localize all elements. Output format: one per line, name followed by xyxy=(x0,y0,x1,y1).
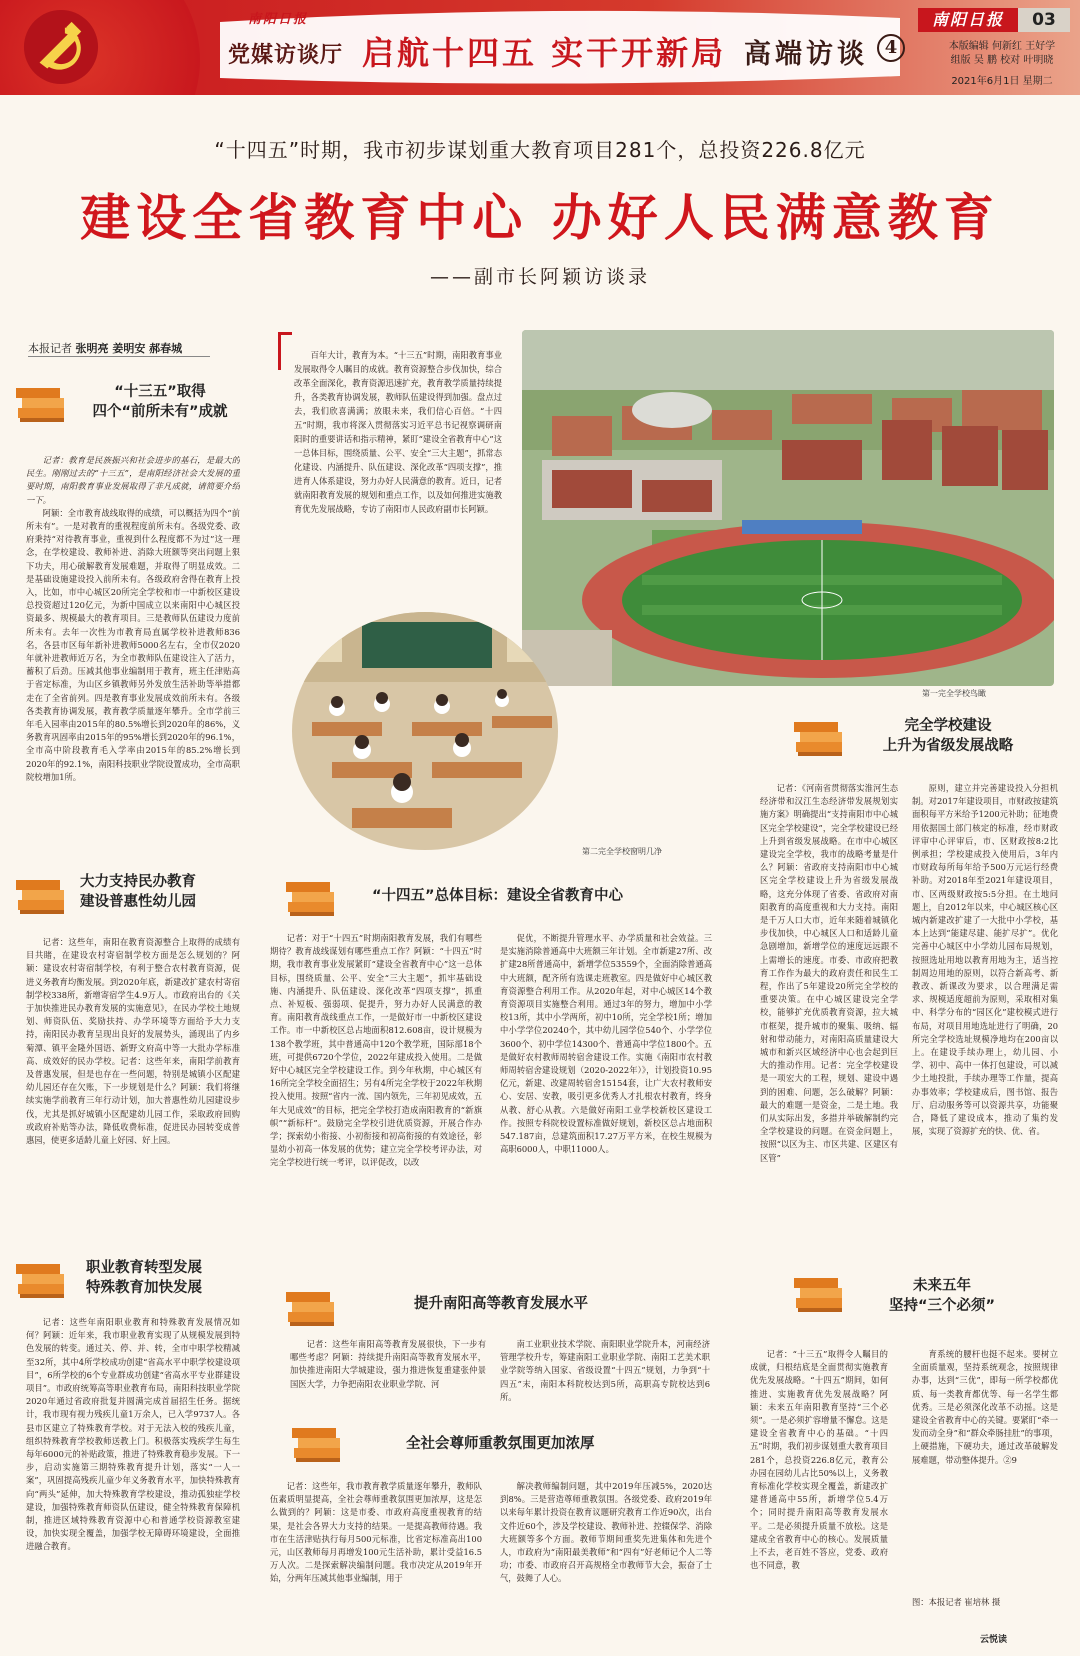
books-icon xyxy=(792,1268,846,1314)
page-number: 03 xyxy=(1018,8,1070,32)
headline: 建设全省教育中心 办好人民满意教育 xyxy=(80,188,1000,247)
section-text: 记者：《河南省贯彻落实淮河生态经济带和汉江生态经济带发展规划实施方案》明确提出“支持南阳市中心城区完全学校建设”，完全学校建设已经上升到省级发展战略。在市中心城区建设完全学校，我市的战略考量是什么？阿颖：省政府支持南阳市中心城区完全学校建设上升为省级发展战略，这充分体现了省委、省政府对南阳教育的高度重视和大力支持。南阳是千万人口大市，近年来随着城镇化步伐加快，中心城区人口和适龄儿童急剧增加，新增学位的速度远远跟不上需增长的速度。市委、市政府把教育工作作为最大的政府责任和民生工程，作出了5年建设20所完全学校的重要决策。在中心城区建设完全学校，能够扩充优质教育资源，拉大城市框架，提升城市的聚集、吸纳、辐射和带动能力，对南阳高质量建设大城市和新兴区域经济中心也会起到巨大的推动作用。记者：完全学校建设是一项宏大的工程，规划、建设中遇到的困难、问题，怎么破解？阿颖：最大的难题一是资金，二是土地。我们从实际出发，多措并举破解制约完全学校建设的问题。在资金问题上，按照“以区为主、市区共建、区建区有区管” xyxy=(760,783,898,1163)
series-title: 高端访谈 xyxy=(744,39,868,70)
books-icon xyxy=(284,1282,338,1328)
section-body-6a xyxy=(290,1338,486,1404)
section-text: 记者：这些年南阳职业教育和特殊教育发展情况如何？阿颖：近年来，我市职业教育实现了从规模发展到特色发展的转变。通过关、停、并、转，全市中职学校精减至32所，其中4所学校成功创建“省高水平中职学校建设项目”，6所学校的6个专业群成功创建“省高水平专业群建设项目”。市政府统筹高等职业教育布局，南阳科技职业学院2020年通过省政府批复并圆满完成首届招生任务。据统计，我市现有视力残疾儿童1万余人，已入学9737人。各县市区建立了特殊教育学校。对于无法入校的残疾儿童，组织特殊教育学校教师送教上门。积极落实残疾学生每生每年6000元的补贴政策，推进了特殊教育稳步发展。下一步，启动实施第三期特殊教育提升计划，落实“一人一案”，巩固提高残疾儿童少年义务教育水平，加快特殊教育向“两头”延伸，加大特殊教育学校建设，推动孤独症学校建设，加强特殊教育师资队伍建设，健全特殊教育保障机制，推进区域特殊教育资源中心和普通学校资源教室建设，加快实现全覆盖，加强学校无障碍环境建设，全面推进融合教育。 xyxy=(26,1317,240,1552)
section-text: 记者：这些年，我市教育教学质量逐年攀升，教师队伍素质明显提高，全社会尊师重教氛围更加浓厚，这是怎么做到的？阿颖：这是市委、市政府高度重视教育的结果，是社会各界大力支持的结果。一是提高教师待遇。我市在生活津贴执行每月500元标准，比省定标准高出100元，山区教师每月再增发100元生活补助，累计受益16.5万人次。二是探索解决编制问题。我市决定从2019年开始，分两年压减其他事业编制，用于 xyxy=(270,1481,482,1584)
books-icon xyxy=(14,870,68,916)
credits-line: 组版 吴 鹏 校对 叶明晓 xyxy=(950,55,1054,66)
section-body-2 xyxy=(26,936,240,1234)
section-title-3: 职业教育转型发展 特殊教育加快发展 xyxy=(86,1260,202,1296)
section-body-7b xyxy=(500,1480,712,1646)
section-title-2: 大力支持民办教育 建设普惠性幼儿园 xyxy=(80,874,196,910)
section-title-4: “十四五”总体目标：建设全省教育中心 xyxy=(372,888,624,904)
section-body-8b xyxy=(912,1348,1058,1596)
photo1-caption: 第一完全学校鸟瞰 xyxy=(922,689,986,698)
question-text: 记者：教育是民族振兴和社会进步的基石，是最大的民生。刚刚过去的“十三五”，是南阳经济社会大发展的重要时期，南阳教育事业发展取得了非凡成就，请简要介绍一下。 xyxy=(26,455,240,505)
books-icon xyxy=(14,1254,68,1300)
section-title-8: 未来五年 坚持“三个必须” xyxy=(888,1278,996,1314)
byline-names: 张明亮 姜明安 郝春城 xyxy=(75,342,183,355)
editor-credits xyxy=(928,40,1076,68)
section-body-4b xyxy=(500,932,712,1268)
answer-text: 阿颖：全市教育战线取得的成绩，可以概括为四个“前所未有”。一是对教育的重视程度前所未有。各级党委、政府秉持“对待教育事业，重视到什么程度都不为过”这一理念，在学校建设、教师补进、消除大班额等突出问题上狠下功夫，用心破解教育发展难题，并取得了明显成效。二是基础设施建设投入前所未有。各级政府舍得在教育上投入，比如，市中心城区20所完全学校和市一中新校区建设总投资超过120亿元，为新中国成立以来南阳中心城区投资最多、规模最大的教育项目。三是教师队伍建设力度前所未有。去年一次性为市教育局直属学校补进教师836名，各县市区每年新补进教师5000名左右，全市仅2020年就补进教师近万名，为全市教师队伍建设注入了活力，蓄积了后劲。压减其他事业编制用于教育，班主任津贴高于省定标准，为山区乡镇教师另外发放生活补助等举措都走在了全省前列。四是教育事业发展成效前所未有。各级各类教育协调发展，教育教学质量逐年攀升。全市学前三年毛入园率由2015年的80.5%增长到2020年的86%，义务教育巩固率由2015年的95%增长到2020年的96.1%，全市高中阶段教育毛入学率由2015年的85.2%增长到2020年的92.1%，南阳科技职业学院设置成功，全市高职院校增加1所。 xyxy=(26,507,240,782)
byline xyxy=(28,340,182,356)
classroom-photo xyxy=(292,612,558,850)
section-body-5a xyxy=(760,782,898,1280)
section-title-7: 全社会尊师重教氛围更加浓厚 xyxy=(406,1436,595,1452)
section-text: 原则，建立并完善建设投入分担机制。对2017年建设项目，市财政按建筑面积每平方米给予1200元补助；征地费用依据国土部门核定的标准，经市财政评审中心评审后，市、区财政按8:2比例承担；学校建成投入使用后，3年内市财政每所每年给予500万元运行经费补助。对2018年至2021年建设项目，市、区两级财政按5:5分担。在土地问题上，自2012年以来，中心城区核心区城内新建改扩建了一大批中小学校，基本上达到“能建尽建、能扩尽扩”。优化完善中心城区中小学幼儿园布局规划，按照选址用地以教育用地为主，适当控制周边用地的原则，以符合新高考、新教改、新课改为要求，以合理满足需求、规模适度超前为原则，采取相对集中、科学分布的“园区化”建校模式进行布局，对项目用地选址进行了明确，20所完全学校选址规模净地均在200亩以上。在建设手续办理上，幼儿园、小学、初中、高中一体打包建设，可以减少土地投批，手续办理等工作量，提高办事效率；学校建成后，图书馆、报告厅、启动服务等可以资源共享，功能聚合，降低了建设成本，推动了集约发展，实现了资源扩充的快、优、省。 xyxy=(912,783,1058,1137)
paper-name: 南阳日报 xyxy=(248,12,309,27)
section-body-3 xyxy=(26,1316,240,1642)
campaign-title: 启航十四五 实干开新局 xyxy=(362,34,727,72)
subheadline: ——副市长阿颖访谈录 xyxy=(429,266,650,288)
lead-corner-mark xyxy=(278,332,292,370)
divider xyxy=(28,356,210,357)
photo2-caption: 第二完全学校窗明几净 xyxy=(582,847,662,856)
section-text: 育系统的腰杆也挺不起来。要树立全面质量观，坚持系统观念，按照规律办事，达到“三优”，即每一所学校都优质、每一类教育都优等、每一名学生都优秀。三是必须深化改革不动摇。这是建设全省教育中心的关键。要紧盯“牵一发而动全身”和“群众牵肠挂肚”的事项，上硬措施，下硬功夫，通过改革破解发展难题，带动整体提升。②9 xyxy=(912,1349,1058,1465)
kicker: “十四五”时期，我市初步谋划重大教育项目281个，总投资226.8亿元 xyxy=(214,138,866,162)
section-text: 记者：“十三五”取得令人瞩目的成就，归根结底是全面贯彻实施教育优先发展战略。“十四五”期间，如何推进、实施教育优先发展战略？阿颖：未来五年南阳教育坚持“三个必须”。一是必须扩容增量不懈怠。这是建设全省教育中心的基础。“十四五”时期，我们初步谋划重大教育项目281个，总投资226.8亿元，教育公办园在园幼儿占比50%以上，义务教育标准化学校实现全覆盖，新建改扩建普通高中55所，新增学位5.4万个；同时提升南阳高等教育发展水平。二是必须提升质量不放松。这是建成全省教育中心的核心。发展质量上不去，老百姓不答应，党委、政府也不同意，教 xyxy=(750,1349,888,1571)
section-text: 记者：对于“十四五”时期南阳教育发展，我们有哪些期待？教育战线谋划有哪些重点工作？阿颖：“十四五”时期，我市教育事业发展紧盯“建设全省教育中心”这一总体目标，围绕质量、公平、安全“三大主题”，抓牢基础设施、内涵提升、队伍建设、深化改革“四项支撑”，抓重点、补短板、强弱项、促提升，努力办好人民满意的教育。南阳教育战线重点工作，一是做好市一中新校区建设工作。市一中新校区总占地面积812.608亩，设计规模为138个教学班，其中普通高中120个教学班，国际部18个班，可提供6720个学位，2022年建成投入使用。二是做好中心城区完全学校建设工作。到今年秋期，中心城区有16所完全学校全面招生；另有4所完全学校于2022年秋期投入使用。按照“省内一流、国内领先，三年初见成效，五年大见成效”的目标，把完全学校打造成南阳教育的“新旗帜”“新标杆”。鼓励完全学校引进优质资源，开展合作办学；探索幼小衔接、小初衔接和初高衔接的有效途径，彰显幼小初高一体发展的优势；建立完全学校考评办法，对完全学校进行统一考评，以评促改，以改 xyxy=(270,933,482,1168)
section-body-6b xyxy=(500,1338,710,1404)
top-banner xyxy=(0,0,1080,95)
books-icon xyxy=(290,1418,344,1464)
section-title-5: 完全学校建设 上升为省级发展战略 xyxy=(882,718,1014,754)
lead-box xyxy=(278,332,504,604)
section-body-7a xyxy=(270,1480,482,1646)
series-number: 4 xyxy=(877,34,905,62)
party-emblem-icon xyxy=(22,8,100,86)
books-icon xyxy=(14,378,68,424)
author-sign: 云悦读 xyxy=(980,1635,1008,1645)
credits-line: 本版编辑 何新红 王好学 xyxy=(948,41,1056,52)
issue-date: 2021年6月1日 星期二 xyxy=(951,76,1053,87)
section-text: 记者：这些年，南阳在教育资源整合上取得的成绩有目共睹，在建设农村寄宿制学校方面是怎么规划的？阿颖：建设农村寄宿制学校，有利于整合农村教育资源，促进义务教育均衡发展。到2020年底，新建改扩建农村寄宿制学校338所，新增寄宿学生4.9万人。市政府出台的《关于加快推进民办教育发展的实施意见》，在民办学校土地规划、师资队伍、奖励扶持、办学环境等方面给予大力支持，南阳民办教育呈现出良好的发展势头，涌现出了内乡菊潭、镇平金隆外国语、新野文府高中等一大批办学标准高、成效好的民办学校。记者：这些年来，南阳学前教育及普惠发展，但是也存在一些问题，特别是城镇小区配建幼儿园还存在欠账，下一步规划是什么？阿颖：我们将继续实施学前教育三年行动计划，加大普惠性幼儿园建设步伐，尤其是抓好城镇小区配建幼儿园工作，采取政府回购或政府补贴等办法，降低收费标准，促进民办园转变成普惠园，使更多适龄儿童上好园、好上园。 xyxy=(26,937,240,1146)
section-body-4a xyxy=(270,932,482,1268)
section-title-1: “十三五”取得 四个“前所未有”成就 xyxy=(92,384,228,420)
photo-credit: 图：本报记者 崔培林 摄 xyxy=(912,1597,1001,1607)
section-text: 记者：这些年南阳高等教育发展很快，下一步有哪些考虑？阿颖：持续提升南阳高等教育发展水平，加快推进南阳大学城建设，强力推进恢复重建张仲景国医大学，力争把南阳农业职业学院、河 xyxy=(290,1339,486,1389)
column-title: 党媒访谈厅 xyxy=(228,42,344,68)
masthead: 南阳日报 xyxy=(918,8,1018,32)
section-text: 解决教师编制问题，其中2019年压减5%，2020达到8%。三是营造尊师重教氛围。各级党委、政府2019年以来每年累计投资在教育议题研究教育工作近90次，出台文件近60个，涉及学校建设、教师补进、控辍保学、消除大班额等多个方面。教师节期间重奖先进集体和先进个人，市政府为“南阳最美教师”和“四有”好老师记个人二等功；市委、市政府召开高规格全市教师节大会，振奋了士气，鼓舞了人心。 xyxy=(500,1481,712,1584)
section-text: 促优，不断提升管理水平、办学质量和社会效益。三是实施消除普通高中大班额三年计划。全市新建27所、改扩建28所普通高中，新增学位53559个，全面消除普通高中大班额，配齐所有选课走班教室。四是做好中心城区教育资源整合利用工作。从2020年起，对中心城区14个教育资源项目实施整合利用。通过3年的努力，增加中小学校13所，其中小学两所，初中10所，完全学校1所；增加中小学学位20240个，其中幼儿园学位540个、小学学位3600个、初中学位14300个、普通高中学位1800个。五是做好农村教师周转宿舍建设工作。实施《南阳市农村教师周转宿舍建设规划（2020-2022年）》，计划投资10.95亿元，新建、改建周转宿舍15154套，让广大农村教师安心、安居、安教，吸引更多优秀人才扎根农村教育，终身从教、舒心从教。六是做好南阳工业学校新校区建设工作。按照专科院校设置标准做好规划，新校区总占地面积547.187亩，总建筑面积17.27万平方米，在校生规模为高职6000人，中职11000人。 xyxy=(500,933,712,1155)
lead-paragraph xyxy=(294,348,502,602)
aerial-school-photo xyxy=(522,330,1054,686)
section-body-8a xyxy=(750,1348,888,1638)
section-body-1 xyxy=(26,454,240,834)
section-body-5b xyxy=(912,782,1058,1280)
books-icon xyxy=(284,872,338,918)
section-title-6: 提升南阳高等教育发展水平 xyxy=(414,1296,588,1312)
lead-text: 百年大计，教育为本。“十三五”时期，南阳教育事业发展取得令人瞩目的成就。教育资源整合步伐加快，综合改革全面深化，教育资源迅速扩充，教育教学质量持续提升，各类教育协调发展，教师队伍建设得到加强。盘点过去，我们欣喜满满；放眼未来，我们信心百倍。“十四五”时期，我市将深入贯彻落实习近平总书记视察调研南阳时的重要讲话和指示精神，紧盯“建设全省教育中心”这一总体目标，围绕质量、公平、安全“三大主题”，抓常态化建设、内涵提升、队伍建设、深化改革“四项支撑”，推进育人体系建设，努力办好人民满意的教育。近日，记者就南阳教育发展的规划和重点工作，以及如何推进实施教育优先发展战略，专访了南阳市人民政府副市长阿颖。 xyxy=(294,350,502,514)
books-icon xyxy=(792,712,846,758)
byline-label: 本报记者 xyxy=(28,342,72,355)
section-text: 南工业职业技术学院、南阳职业学院升本，河南经济管理学校升专，筹建南阳工业职业学院、南阳工艺美术职业学院等纳入国家、省级设置“十四五”规划，力争到“十四五”末，南阳本科院校达到5所，高职高专院校达到6所。 xyxy=(500,1339,710,1402)
